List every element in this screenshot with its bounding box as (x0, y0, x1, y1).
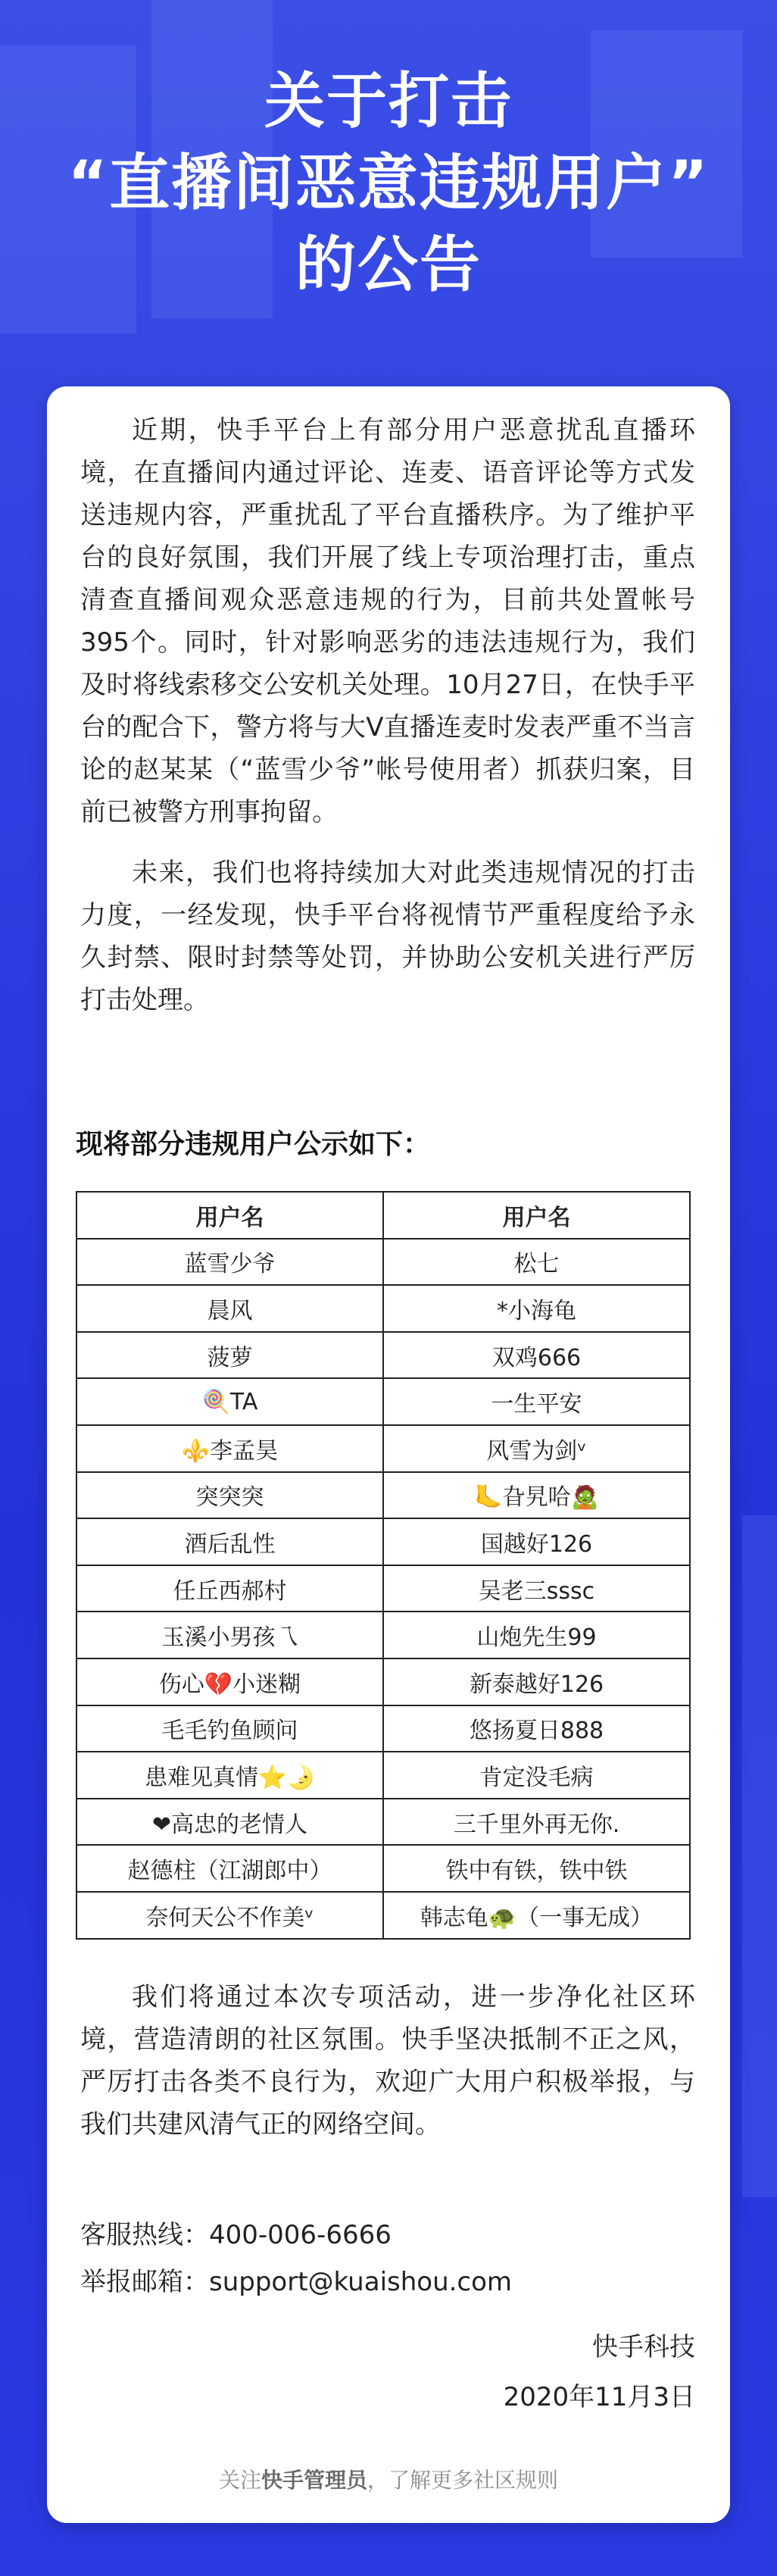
table-row (76, 1378, 690, 1425)
violating-users-table (76, 1191, 691, 1940)
username-cell: 国越好126 (383, 1518, 690, 1565)
username-cell: *小海龟 (383, 1285, 690, 1332)
table-row (76, 1472, 690, 1519)
username-cell: 奈何天公不作美ᵛ (76, 1892, 383, 1939)
table-row (76, 1332, 690, 1379)
future-paragraph: 未来，我们也将持续加大对此类违规情况的打击力度，一经发现，快手平台将视情节严重程度给予永久封禁、限时封禁等处罚，并协助公安机关进行严厉打击处理。 (80, 858, 695, 1015)
title-line-1: 关于打击 (264, 66, 513, 136)
table-row (76, 1239, 690, 1286)
username-cell: 患难见真情⭐🌛 (76, 1752, 383, 1799)
footer-account-link[interactable]: 快手管理员 (261, 2468, 367, 2493)
username-cell: 韩志龟🐢（一事无成） (383, 1892, 690, 1939)
username-cell: 菠萝 (76, 1332, 383, 1379)
footer-suffix: ，了解更多社区规则 (367, 2468, 559, 2493)
username-cell: 双鸡666 (383, 1332, 690, 1379)
title-line-3: 的公告 (295, 230, 482, 300)
username-cell: 铁中有铁，铁中铁 (383, 1845, 690, 1892)
table-row (76, 1892, 690, 1939)
hotline: 客服热线：400-006-6666 (80, 2220, 392, 2250)
table-header-row (76, 1192, 690, 1239)
table-row (76, 1565, 690, 1612)
table-row (76, 1285, 690, 1332)
table-row (76, 1612, 690, 1658)
username-cell: 三千里外再无你. (383, 1799, 690, 1846)
username-cell: 松七 (383, 1239, 690, 1286)
table-row (76, 1518, 690, 1565)
table-row (76, 1658, 690, 1705)
username-cell: 毛毛钓鱼顾问 (76, 1705, 383, 1752)
column-header: 用户名 (76, 1192, 383, 1239)
username-cell: 山炮先生99 (383, 1612, 690, 1658)
username-cell: 晨风 (76, 1285, 383, 1332)
announcement-card (47, 386, 730, 2523)
footer-prefix: 关注 (218, 2468, 261, 2493)
closing-paragraph: 我们将通过本次专项活动，进一步净化社区环境，营造清朗的社区氛围。快手坚决抵制不正之风，严厉打击各类不良行为，欢迎广大用户积极举报，与我们共建风清气正的网络空间。 (80, 1982, 695, 2140)
username-cell: 赵德柱（江湖郎中） (76, 1845, 383, 1892)
column-header: 用户名 (383, 1192, 690, 1239)
username-cell: 玉溪小男孩乁 (76, 1612, 383, 1658)
table-row (76, 1845, 690, 1892)
username-cell: 吴老三sssc (383, 1565, 690, 1612)
footer-note (47, 2464, 730, 2494)
signature-date: 2020年11月3日 (503, 2382, 695, 2412)
table-row (76, 1799, 690, 1846)
username-cell: 🍭TA (76, 1378, 383, 1425)
background-decoration (742, 1515, 777, 2197)
username-cell: 伤心💔小迷糊 (76, 1658, 383, 1705)
table-row (76, 1705, 690, 1752)
username-cell: ⚜️李孟昊 (76, 1425, 383, 1472)
report-email: 举报邮箱：support@kuaishou.com (80, 2267, 513, 2297)
title-line-2: “直播间恶意违规用户” (67, 148, 710, 218)
table-row (76, 1425, 690, 1472)
username-cell: 悠扬夏日888 (383, 1705, 690, 1752)
username-cell: 任丘西郝村 (76, 1565, 383, 1612)
username-cell: ❤高忠的老情人 (76, 1799, 383, 1846)
page-title (0, 61, 777, 306)
username-cell: 蓝雪少爷 (76, 1239, 383, 1286)
list-heading: 现将部分违规用户公示如下： (76, 1129, 431, 1160)
username-cell: 一生平安 (383, 1378, 690, 1425)
signature-org: 快手科技 (592, 2332, 695, 2362)
table-row (76, 1752, 690, 1799)
username-cell: 新泰越好126 (383, 1658, 690, 1705)
username-cell: 肯定没毛病 (383, 1752, 690, 1799)
username-cell: 酒后乱性 (76, 1518, 383, 1565)
username-cell: 🦶旮旯哈🧟 (383, 1472, 690, 1519)
username-cell: 突突突 (76, 1472, 383, 1519)
username-cell: 风雪为剑ᵛ (383, 1425, 690, 1472)
intro-paragraph: 近期，快手平台上有部分用户恶意扰乱直播环境，在直播间内通过评论、连麦、语音评论等方式发送违规内容，严重扰乱了平台直播秩序。为了维护平台的良好氛围，我们开展了线上专项治理打击，重点清查直播间观众恶意违规的行为，目前共处置帐号395个。同时，针对影响恶劣的违法违规行为，我们及时将线索移交公安机关处理。10月27日，在快手平台的配合下，警方将与大V直播连麦时发表严重不当言论的赵某某（“蓝雪少爷”帐号使用者）抓获归案，目前已被警方刑事拘留。 (80, 415, 695, 827)
